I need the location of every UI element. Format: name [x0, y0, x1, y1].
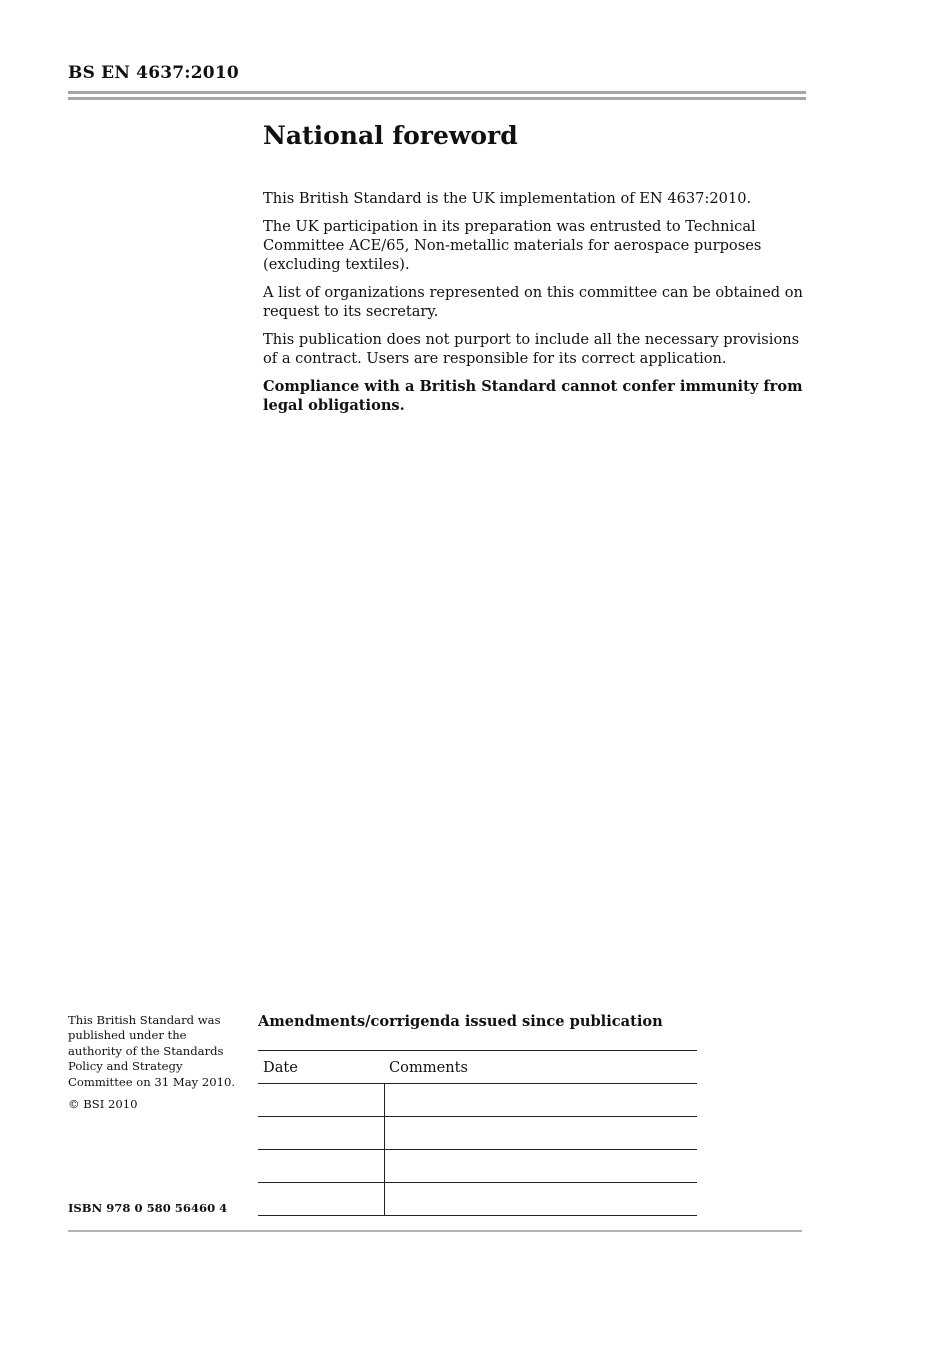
- foreword-paragraph: This British Standard is the UK implementation of EN 4637:2010.: [263, 190, 752, 207]
- publication-authority-text: This British Standard was published under the authority of the Standards Policy and Strategy Committee on 31 May 2010.: [68, 1013, 236, 1089]
- header-rule-upper: [68, 91, 806, 94]
- table-row: [258, 1084, 697, 1117]
- foreword-paragraph: The UK participation in its preparation was entrusted to Technical Committee ACE/65, Non-metallic materials for aerospace purposes (excluding textiles).: [263, 218, 762, 273]
- table-header-row: [258, 1051, 697, 1084]
- copyright-notice: © BSI 2010: [68, 1097, 138, 1112]
- comments-cell: [384, 1084, 697, 1117]
- amendments-table: [258, 1050, 697, 1216]
- isbn-number: ISBN 978 0 580 56460 4: [68, 1201, 228, 1215]
- header-rule-lower: [68, 97, 806, 100]
- date-cell: [258, 1183, 384, 1216]
- column-header-date: Date: [258, 1051, 384, 1084]
- date-cell: [258, 1150, 384, 1183]
- page-title: National foreword: [263, 121, 518, 150]
- table-row: [258, 1150, 697, 1183]
- foreword-body: [263, 189, 808, 424]
- compliance-statement: Compliance with a British Standard cannot confer immunity from legal obligations.: [263, 378, 803, 414]
- foreword-paragraph: This publication does not purport to include all the necessary provisions of a contract. Users are responsible for its correct application.: [263, 331, 800, 367]
- column-header-comments: Comments: [384, 1051, 697, 1084]
- foreword-paragraph: A list of organizations represented on this committee can be obtained on request to its secretary.: [263, 284, 803, 320]
- date-cell: [258, 1117, 384, 1150]
- publication-note: [68, 1013, 238, 1119]
- amendments-title: Amendments/corrigenda issued since publication: [258, 1013, 663, 1030]
- comments-cell: [384, 1150, 697, 1183]
- document-code: BS EN 4637:2010: [68, 63, 239, 83]
- date-cell: [258, 1084, 384, 1117]
- table-row: [258, 1117, 697, 1150]
- comments-cell: [384, 1183, 697, 1216]
- table-row: [258, 1183, 697, 1216]
- footer-rule: [68, 1230, 802, 1232]
- comments-cell: [384, 1117, 697, 1150]
